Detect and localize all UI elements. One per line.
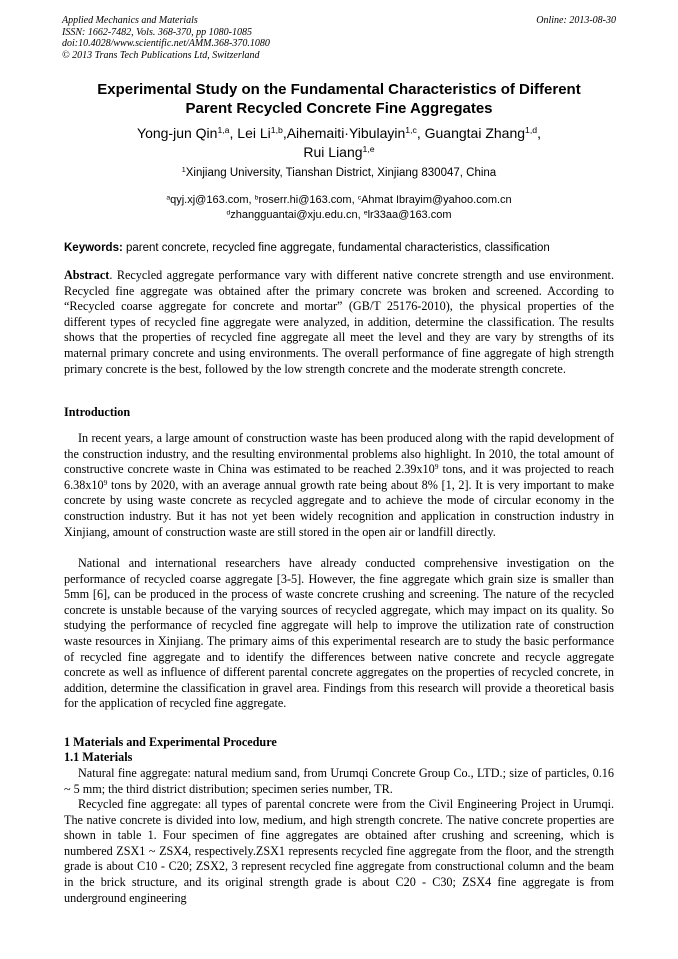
author-name: Yong-jun Qin <box>137 125 218 141</box>
affiliation-text: Xinjiang University, Tianshan District, Xinjiang 830047, China <box>185 167 497 179</box>
author-list <box>50 124 628 162</box>
author-affiliation-mark: 1,b <box>270 125 283 136</box>
email-a[interactable]: qyj.xj@163.com <box>170 194 249 206</box>
affiliation-mark: 1 <box>181 166 186 175</box>
affiliation <box>50 166 628 181</box>
introduction-paragraph-1: In recent years, a large amount of construction waste has been produced along with the rapid development of the construction industry, and the resulting environmental problems also highlight. In 2010, the total amount of constructive concrete waste in China was estimated to be reached $2.39x10^9$ tons, and it was projected to reach $6.38x10^9$ tons by 2020, with an average annual growth rate being about 8% [1, 2]. It is very important to make concrete by using waste concrete as recycled aggregate and to achieve the mode of circular economy in the construction industry. But it has not yet been widely recognition and application in construction industry in Xinjiang, amount of construction waste are still stored in the open air or landfill directly. <box>64 431 614 539</box>
materials-paragraph-1: Natural fine aggregate: natural medium sand, from Urumqi Concrete Group Co., LTD.; size of particles, 0.16 ~ 5 mm; the third district distribution; specimen series number, TR. <box>64 766 614 796</box>
title-line-1: Experimental Study on the Fundamental Characteristics of Different <box>97 81 581 98</box>
author-separator: , <box>537 125 541 141</box>
journal-name: Applied Mechanics and Materials <box>62 15 198 26</box>
abstract <box>64 268 614 377</box>
keywords-label: Keywords: <box>64 242 123 254</box>
keywords <box>64 241 624 256</box>
abstract-text: . Recycled aggregate performance vary with different native concrete strength and use environment. Recycled fine aggregate was obtained after the primary concrete was broken and screened. According to “Recycled coarse aggregate for concrete and mortar” (GB/T 25176-2010), the physical properties of the different types of recycled fine aggregate were analyzed, in addition, determine the classification. The results shows that the properties of recycled fine aggregate all meet the level and they are vary by strengths of its maternal primary concrete and using environments. The overall performance of fine aggregate of high strength primary concrete is the best, followed by the low strength concrete and the moderate strength concrete. <box>64 268 614 376</box>
paper-title <box>50 80 628 118</box>
author-affiliation-mark: 1,d <box>525 125 538 136</box>
introduction-paragraph-2: National and international researchers have already conducted comprehensive investigation on the performance of recycled coarse aggregate [3-5]. However, the fine aggregate which grain size is smaller than 5mm [6], can be produced in the process of waste concrete crushing and screening. The nature of the recycled concrete is unstable because of the varying sources of recycled aggregate, which may impact on its quality. So studying the performance of recycled fine aggregate will help to improve the utilization rate of construction waste resources in Xinjiang. The primary aims of this experimental research are to study the basic performance of recycled fine aggregate and to identify the differences between native concrete and recycle aggregate concrete as well as influence of different parental concrete aggregates on the properties of recycled concrete, in addition, determine the classification in gravel area. Findings from this research will provide a theoretical basis for the application of recycled fine aggregate. <box>64 556 614 711</box>
email-c[interactable]: Ahmat Ibrayim@yahoo.com.cn <box>361 194 512 206</box>
author-affiliation-mark: 1,a <box>217 125 230 136</box>
email-line-1: $^a$qyj.xj@163.com, $^b$roserr.hi@163.com, $^c$Ahmat Ibrayim@yahoo.com.cn <box>166 194 512 206</box>
email-d[interactable]: zhangguantai@xju.edu.cn <box>230 209 358 221</box>
author-name: Guangtai Zhang <box>424 125 526 141</box>
author-emails <box>50 193 628 223</box>
journal-header <box>62 15 616 61</box>
author-name: Rui Liang <box>303 144 363 160</box>
author-affiliation-mark: 1,e <box>362 144 375 155</box>
section-1-heading: 1 Materials and Experimental Procedure <box>64 735 277 749</box>
online-date: Online: 2013-08-30 <box>536 15 616 26</box>
introduction-heading: Introduction <box>64 405 131 419</box>
issn-line: ISSN: 1662-7482, Vols. 368-370, pp 1080-1085 <box>62 26 252 38</box>
author-name: Lei Li <box>237 125 271 141</box>
keywords-text: parent concrete, recycled fine aggregate, fundamental characteristics, classification <box>122 242 550 254</box>
email-b[interactable]: roserr.hi@163.com <box>258 194 352 206</box>
email-line-2: $^d$zhangguantai@xju.edu.cn, $^e$lr33aa@163.com <box>226 209 452 221</box>
section-1-1-heading: 1.1 Materials <box>64 750 133 764</box>
author-name: Aihemaiti·Yibulayin <box>286 125 406 141</box>
author-separator: , <box>229 125 238 141</box>
doi-line: doi:10.4028/www.scientific.net/AMM.368-370.1080 <box>62 38 270 49</box>
author-separator: , <box>416 125 425 141</box>
email-e[interactable]: lr33aa@163.com <box>367 209 452 221</box>
author-affiliation-mark: 1,c <box>405 125 417 136</box>
copyright-line: © 2013 Trans Tech Publications Ltd, Switzerland <box>62 49 260 61</box>
title-line-2: Parent Recycled Concrete Fine Aggregates <box>185 100 493 117</box>
author-separator: , <box>282 125 287 141</box>
abstract-label: Abstract <box>64 268 110 282</box>
materials-paragraph-2: Recycled fine aggregate: all types of parental concrete were from the Civil Engineering Project in Urumqi. The native concrete is divided into low, medium, and high strength concrete. The native concrete properties are shown in table 1. Four specimen of fine aggregates are obtained after crushing and screening, which is numbered ZSX1 ~ ZSX4, respectively.ZSX1 represents recycled fine aggregate from the floor, and the strength grade is about C10 - C20; ZSX2, 3 represent recycled fine aggregate from constructional column and the beam in the brick structure, and its original strength grade is about C20 - C30; ZSX4 fine aggregate is from underground engineering <box>64 797 614 905</box>
